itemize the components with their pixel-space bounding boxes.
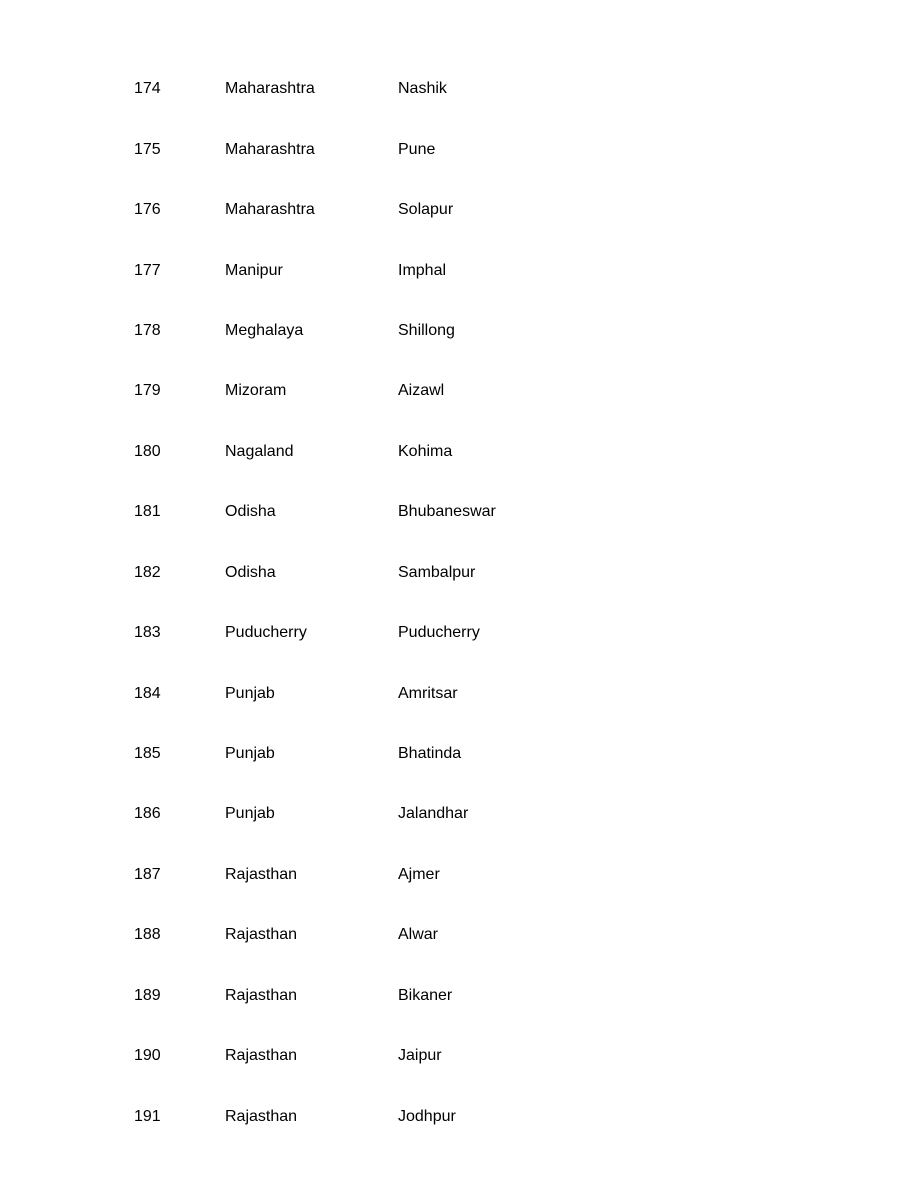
- serial-number: 176: [134, 201, 161, 219]
- city-name: Ajmer: [398, 865, 440, 883]
- serial-number: 188: [134, 926, 161, 944]
- list-row: [134, 482, 834, 542]
- state-name: Odisha: [225, 503, 276, 521]
- serial-number: 187: [134, 865, 161, 883]
- serial-number: 186: [134, 805, 161, 823]
- state-name: Maharashtra: [225, 201, 315, 219]
- state-name: Maharashtra: [225, 80, 315, 98]
- city-name: Nashik: [398, 80, 447, 98]
- serial-number: 179: [134, 382, 161, 400]
- state-name: Rajasthan: [225, 1107, 298, 1125]
- serial-number: 184: [134, 684, 161, 702]
- list-row: [134, 59, 834, 119]
- list-row: [134, 784, 834, 844]
- state-name: Maharashtra: [225, 140, 315, 158]
- state-name: Meghalaya: [225, 321, 304, 339]
- serial-number: 191: [134, 1107, 161, 1125]
- serial-number: 189: [134, 986, 161, 1004]
- serial-number: 175: [134, 140, 161, 158]
- serial-number: 183: [134, 624, 161, 642]
- list-row: [134, 663, 834, 723]
- list-row: [134, 845, 834, 905]
- state-name: Puducherry: [225, 624, 307, 642]
- city-name: Kohima: [398, 442, 453, 460]
- serial-number: 181: [134, 503, 161, 521]
- city-name: Bhatinda: [398, 745, 462, 763]
- list-row: [134, 724, 834, 784]
- city-name: Jodhpur: [398, 1107, 456, 1125]
- state-name: Mizoram: [225, 382, 287, 400]
- state-name: Manipur: [225, 261, 283, 279]
- list-row: [134, 180, 834, 240]
- state-name: Odisha: [225, 563, 276, 581]
- city-name: Solapur: [398, 201, 454, 219]
- city-name: Jaipur: [398, 1047, 442, 1065]
- city-name: Sambalpur: [398, 563, 476, 581]
- list-row: [134, 119, 834, 179]
- list-row: [134, 422, 834, 482]
- state-name: Nagaland: [225, 442, 294, 460]
- list-row: [134, 966, 834, 1026]
- list-row: [134, 1026, 834, 1086]
- serial-number: 185: [134, 745, 161, 763]
- city-name: Puducherry: [398, 624, 480, 642]
- state-name: Rajasthan: [225, 1047, 298, 1065]
- list-row: [134, 361, 834, 421]
- city-name: Aizawl: [398, 382, 445, 400]
- city-name: Jalandhar: [398, 805, 469, 823]
- serial-number: 174: [134, 80, 161, 98]
- city-name: Imphal: [398, 261, 447, 279]
- state-name: Rajasthan: [225, 986, 298, 1004]
- city-name: Pune: [398, 140, 436, 158]
- serial-number: 182: [134, 563, 161, 581]
- list-row: [134, 603, 834, 663]
- city-name: Bhubaneswar: [398, 503, 496, 521]
- list-row: [134, 240, 834, 300]
- serial-number: 177: [134, 261, 161, 279]
- list-row: [134, 543, 834, 603]
- state-name: Rajasthan: [225, 865, 298, 883]
- city-name: Shillong: [398, 321, 455, 339]
- list-row: [134, 905, 834, 965]
- state-name: Rajasthan: [225, 926, 298, 944]
- serial-number: 180: [134, 442, 161, 460]
- list-row: [134, 1086, 834, 1146]
- city-list: [134, 59, 834, 1147]
- city-name: Alwar: [398, 926, 439, 944]
- list-row: [134, 301, 834, 361]
- state-name: Punjab: [225, 684, 275, 702]
- state-name: Punjab: [225, 745, 275, 763]
- city-name: Amritsar: [398, 684, 458, 702]
- serial-number: 190: [134, 1047, 161, 1065]
- state-name: Punjab: [225, 805, 275, 823]
- serial-number: 178: [134, 321, 161, 339]
- city-name: Bikaner: [398, 986, 453, 1004]
